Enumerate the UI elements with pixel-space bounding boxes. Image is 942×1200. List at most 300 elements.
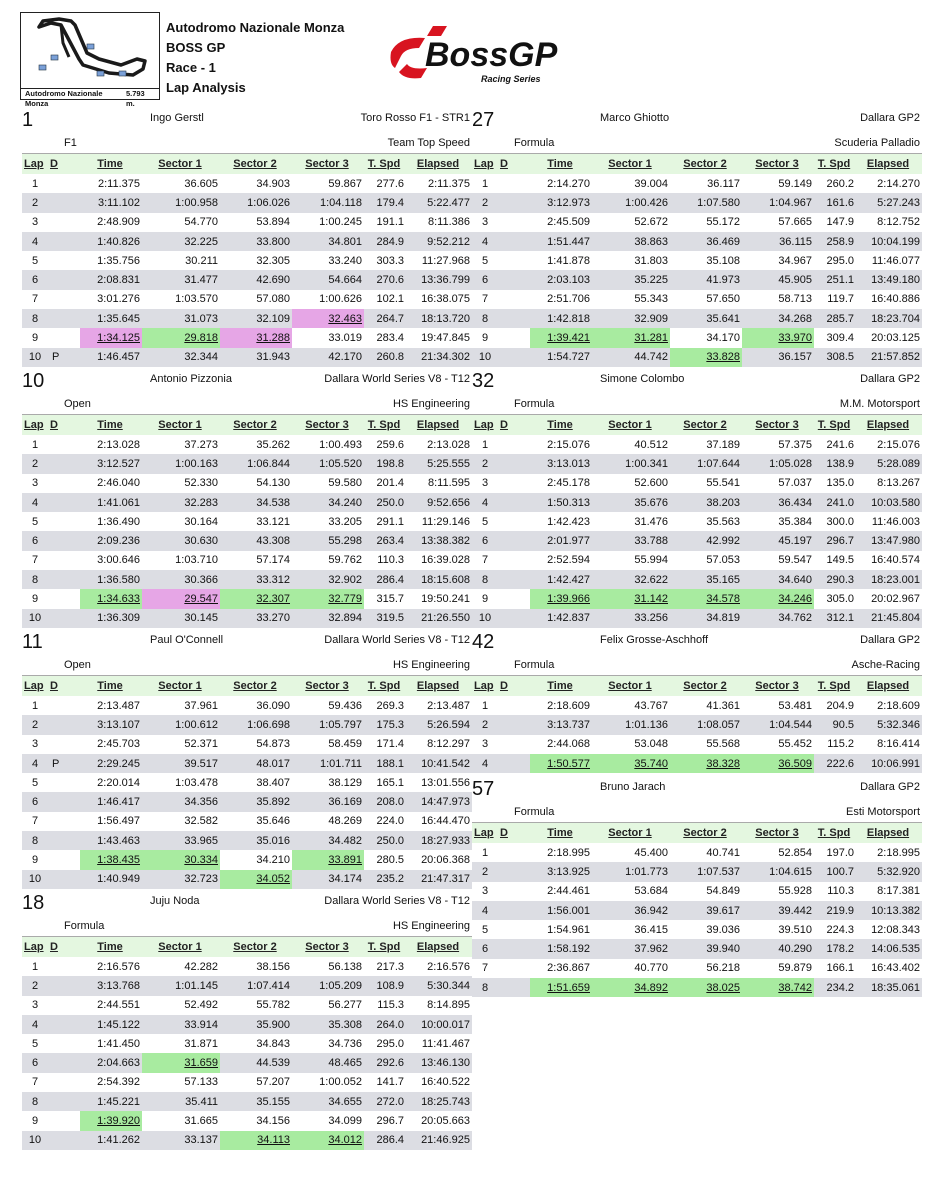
- car-class: F1: [64, 137, 77, 149]
- table-row: [22, 474, 472, 493]
- table-row: [472, 609, 922, 628]
- cell-sector-3: 36.157: [778, 351, 812, 364]
- cell-elapsed: 19:50.241: [421, 593, 470, 606]
- cell-sector-1: 33.914: [184, 1018, 218, 1031]
- cell-lap-time: 1:43.463: [97, 834, 140, 847]
- cell-elapsed: 10:04.199: [871, 235, 920, 248]
- cell-lap: 9: [481, 332, 489, 345]
- lap-table: [22, 154, 472, 367]
- cell-driver-flag: [48, 792, 80, 811]
- table-row: [472, 589, 922, 608]
- table-row: [22, 1092, 472, 1111]
- cell-sector-2: 35.108: [706, 254, 740, 267]
- cell-lap-time: 2:51.706: [547, 293, 590, 306]
- cell-sector-2: 1:07.580: [697, 196, 740, 209]
- table-row: [22, 328, 472, 347]
- cell-sector-3: 32.902: [328, 573, 362, 586]
- cell-sector-3: 1:01.711: [319, 757, 362, 770]
- cell-sector-3: 59.149: [778, 177, 812, 190]
- team-name: HS Engineering: [392, 398, 470, 410]
- cell-lap-time: 2:45.178: [547, 477, 590, 490]
- table-row: [472, 232, 922, 251]
- car-number: 32: [472, 370, 495, 392]
- cell-top-speed: 280.5: [376, 854, 404, 867]
- cell-top-speed: 286.4: [376, 573, 404, 586]
- cell-lap-time: 1:51.447: [547, 235, 590, 248]
- track-map: [20, 12, 160, 108]
- cell-elapsed: 8:14.895: [427, 999, 470, 1012]
- cell-sector-2: 42.992: [706, 535, 740, 548]
- cell-sector-2: 53.894: [256, 216, 290, 229]
- cell-elapsed: 16:44.470: [421, 815, 470, 828]
- cell-sector-3: 34.801: [328, 235, 362, 248]
- cell-lap: 3: [31, 999, 39, 1012]
- block-subheader: [472, 801, 922, 823]
- cell-sector-3: 34.246: [742, 589, 814, 608]
- cell-top-speed: 250.0: [376, 834, 404, 847]
- table-row: [22, 309, 472, 328]
- cell-sector-2: 34.903: [256, 177, 290, 190]
- cell-driver-flag: [48, 512, 80, 531]
- cell-sector-3: 39.510: [778, 923, 812, 936]
- column-header-elapsed: Elapsed: [416, 680, 460, 692]
- cell-lap-time: 2:09.236: [97, 535, 140, 548]
- table-row: [22, 570, 472, 589]
- cell-elapsed: 18:13.720: [421, 312, 470, 325]
- cell-sector-2: 55.172: [706, 216, 740, 229]
- cell-elapsed: 20:03.125: [871, 332, 920, 345]
- cell-lap: 7: [31, 1076, 39, 1089]
- cell-sector-1: 31.665: [184, 1115, 218, 1128]
- cell-lap-time: 3:13.768: [97, 979, 140, 992]
- table-row: [472, 939, 922, 958]
- cell-driver-flag: [48, 531, 80, 550]
- cell-top-speed: 250.0: [376, 496, 404, 509]
- cell-elapsed: 16:40.886: [871, 293, 920, 306]
- cell-sector-3: 53.481: [778, 699, 812, 712]
- cell-elapsed: 21:46.925: [421, 1134, 470, 1147]
- cell-sector-1: 30.366: [184, 573, 218, 586]
- race-name: Race - 1: [166, 60, 216, 75]
- cell-lap-time: 3:13.013: [547, 457, 590, 470]
- cell-lap: 5: [31, 515, 39, 528]
- cell-elapsed: 11:46.003: [871, 515, 920, 528]
- cell-sector-3: 1:04.118: [319, 196, 362, 209]
- cell-lap: 1: [31, 438, 39, 451]
- car-block-32: [472, 369, 922, 628]
- block-header: [22, 108, 472, 132]
- cell-driver-flag: [498, 978, 530, 997]
- cell-elapsed: 8:17.381: [877, 885, 920, 898]
- cell-lap-time: 1:54.727: [547, 351, 590, 364]
- cell-elapsed: 10:41.542: [421, 757, 470, 770]
- cell-elapsed: 18:35.061: [871, 981, 920, 994]
- cell-sector-1: 1:01.773: [625, 865, 668, 878]
- cell-lap-time: 2:44.551: [97, 999, 140, 1012]
- driver-name: Marco Ghiotto: [600, 112, 670, 124]
- cell-top-speed: 234.2: [826, 981, 854, 994]
- table-row: [472, 959, 922, 978]
- cell-driver-flag: [498, 754, 530, 773]
- cell-sector-3: 34.762: [778, 612, 812, 625]
- column-header-lap: Lap: [24, 158, 44, 170]
- cell-elapsed: 13:49.180: [871, 274, 920, 287]
- cell-sector-1: 31.476: [634, 515, 668, 528]
- cell-sector-3: 34.240: [328, 496, 362, 509]
- cell-lap: 8: [481, 573, 489, 586]
- cell-lap: 7: [481, 962, 489, 975]
- cell-lap-time: 2:36.867: [547, 962, 590, 975]
- cell-lap: 6: [481, 274, 489, 287]
- column-header-lap: Lap: [474, 158, 494, 170]
- cell-sector-3: 55.298: [328, 535, 362, 548]
- cell-lap: 7: [31, 815, 39, 828]
- cell-driver-flag: [498, 901, 530, 920]
- cell-top-speed: 264.0: [376, 1018, 404, 1031]
- table-header-row: [472, 676, 922, 696]
- cell-sector-2: 1:07.414: [247, 979, 290, 992]
- cell-elapsed: 8:16.414: [877, 738, 920, 751]
- column-header-lap-time: Time: [547, 827, 573, 839]
- column-header-sector-1: Sector 1: [608, 827, 652, 839]
- cell-elapsed: 20:05.663: [421, 1115, 470, 1128]
- cell-top-speed: 263.4: [376, 535, 404, 548]
- cell-sector-3: 1:00.626: [319, 293, 362, 306]
- cell-lap: 4: [31, 1018, 39, 1031]
- cell-elapsed: 11:46.077: [871, 254, 920, 267]
- cell-sector-3: 48.465: [328, 1057, 362, 1070]
- column-header-lap: Lap: [24, 419, 44, 431]
- cell-sector-2: 40.741: [706, 846, 740, 859]
- cell-sector-2: 33.312: [256, 573, 290, 586]
- cell-elapsed: 9:52.212: [427, 235, 470, 248]
- cell-sector-2: 38.025: [670, 978, 742, 997]
- venue-name: Autodromo Nazionale Monza: [166, 20, 345, 35]
- cell-sector-3: 34.174: [328, 873, 362, 886]
- cell-top-speed: 295.0: [376, 1037, 404, 1050]
- column-header-top-speed: T. Spd: [367, 419, 401, 431]
- block-subheader: [22, 393, 472, 415]
- cell-top-speed: 296.7: [376, 1115, 404, 1128]
- block-header: [472, 777, 922, 801]
- cell-top-speed: 319.5: [376, 612, 404, 625]
- cell-lap-time: 2:15.076: [547, 438, 590, 451]
- cell-lap: 5: [481, 923, 489, 936]
- cell-lap: 7: [481, 293, 489, 306]
- car-class: Formula: [514, 137, 555, 149]
- cell-driver-flag: [498, 348, 530, 367]
- cell-top-speed: 208.0: [376, 796, 404, 809]
- cell-sector-2: 55.782: [256, 999, 290, 1012]
- cell-top-speed: 147.9: [826, 216, 854, 229]
- cell-driver-flag: [48, 696, 80, 715]
- cell-elapsed: 18:23.704: [871, 312, 920, 325]
- cell-sector-3: 1:04.967: [769, 196, 812, 209]
- column-header-sector-2: Sector 2: [683, 827, 727, 839]
- table-row: [22, 290, 472, 309]
- cell-lap: 1: [481, 438, 489, 451]
- column-header-sector-1: Sector 1: [608, 158, 652, 170]
- column-header-top-speed: T. Spd: [817, 827, 851, 839]
- cell-sector-1: 52.330: [184, 477, 218, 490]
- table-row: [22, 251, 472, 270]
- cell-sector-1: 33.788: [634, 535, 668, 548]
- table-row: [22, 213, 472, 232]
- block-header: [472, 630, 922, 654]
- column-header-lap-time: Time: [97, 158, 123, 170]
- cell-sector-2: 57.053: [706, 554, 740, 567]
- cell-sector-2: 38.203: [706, 496, 740, 509]
- column-header-sector-2: Sector 2: [683, 419, 727, 431]
- cell-driver-flag: [48, 1111, 80, 1130]
- cell-sector-1: 1:00.341: [625, 457, 668, 470]
- cell-lap-time: 2:45.703: [97, 738, 140, 751]
- cell-sector-3: 1:05.209: [319, 979, 362, 992]
- cell-elapsed: 16:40.522: [421, 1076, 470, 1089]
- cell-top-speed: 283.4: [376, 332, 404, 345]
- cell-elapsed: 18:27.933: [421, 834, 470, 847]
- cell-lap-time: 1:45.221: [97, 1095, 140, 1108]
- cell-driver-flag: [498, 696, 530, 715]
- column-header-lap-time: Time: [547, 158, 573, 170]
- cell-elapsed: 10:06.991: [871, 757, 920, 770]
- cell-top-speed: 222.6: [826, 757, 854, 770]
- cell-top-speed: 291.1: [376, 515, 404, 528]
- lap-table: [472, 823, 922, 997]
- cell-driver-flag: [48, 251, 80, 270]
- table-row: [22, 270, 472, 289]
- cell-sector-1: 31.803: [634, 254, 668, 267]
- team-name: Team Top Speed: [387, 137, 470, 149]
- cell-sector-3: 38.742: [742, 978, 814, 997]
- cell-sector-2: 34.052: [220, 870, 292, 889]
- cell-elapsed: 2:14.270: [877, 177, 920, 190]
- cell-sector-3: 55.928: [778, 885, 812, 898]
- cell-sector-1: 52.371: [184, 738, 218, 751]
- cell-elapsed: 21:26.550: [421, 612, 470, 625]
- column-header-sector-2: Sector 2: [233, 680, 277, 692]
- table-header-row: [472, 154, 922, 174]
- column-header-lap-time: Time: [97, 419, 123, 431]
- cell-sector-1: 32.723: [184, 873, 218, 886]
- cell-sector-3: 33.891: [292, 850, 364, 869]
- cell-sector-2: 32.305: [256, 254, 290, 267]
- cell-driver-flag: [498, 531, 530, 550]
- cell-lap-time: 1:35.645: [97, 312, 140, 325]
- cell-driver-flag: [48, 735, 80, 754]
- cell-sector-2: 48.017: [256, 757, 290, 770]
- cell-driver-flag: [48, 957, 80, 976]
- cell-sector-3: 33.019: [328, 332, 362, 345]
- cell-sector-1: 1:03.570: [175, 293, 218, 306]
- cell-driver-flag: [48, 328, 80, 347]
- cell-sector-1: 30.211: [185, 254, 218, 267]
- cell-sector-3: 32.894: [328, 612, 362, 625]
- block-subheader: [22, 654, 472, 676]
- cell-top-speed: 264.7: [376, 312, 404, 325]
- column-header-elapsed: Elapsed: [866, 158, 910, 170]
- car-model: Dallara GP2: [860, 112, 920, 124]
- cell-lap: 2: [481, 718, 489, 731]
- cell-top-speed: 119.7: [827, 293, 854, 306]
- cell-elapsed: 2:15.076: [877, 438, 920, 451]
- cell-sector-2: 39.617: [706, 904, 740, 917]
- team-name: Esti Motorsport: [846, 806, 920, 818]
- cell-lap: 4: [481, 757, 489, 770]
- cell-sector-2: 38.407: [256, 776, 290, 789]
- cell-top-speed: 260.8: [376, 351, 404, 364]
- cell-lap-time: 2:44.461: [547, 885, 590, 898]
- team-name: M.M. Motorsport: [839, 398, 920, 410]
- cell-sector-3: 1:05.797: [319, 718, 362, 731]
- cell-sector-3: 36.509: [742, 754, 814, 773]
- cell-sector-1: 37.962: [634, 943, 668, 956]
- cell-sector-2: 35.892: [256, 796, 290, 809]
- cell-sector-1: 43.767: [634, 699, 668, 712]
- cell-lap: 2: [481, 865, 489, 878]
- block-subheader: [22, 915, 472, 937]
- cell-elapsed: 5:32.346: [877, 718, 920, 731]
- cell-driver-flag: [48, 1053, 80, 1072]
- cell-sector-1: 30.145: [184, 612, 218, 625]
- cell-driver-flag: [498, 959, 530, 978]
- cell-sector-3: 1:05.520: [319, 457, 362, 470]
- column-header-top-speed: T. Spd: [367, 680, 401, 692]
- column-header-driver-flag: D: [500, 419, 508, 431]
- cell-lap: 1: [31, 699, 39, 712]
- cell-sector-1: 44.742: [634, 351, 668, 364]
- cell-elapsed: 9:52.656: [427, 496, 470, 509]
- cell-elapsed: 5:26.594: [427, 718, 470, 731]
- column-header-elapsed: Elapsed: [416, 419, 460, 431]
- table-row: [472, 512, 922, 531]
- cell-lap: 2: [31, 718, 39, 731]
- cell-sector-2: 1:06.844: [247, 457, 290, 470]
- cell-elapsed: 18:23.001: [871, 573, 920, 586]
- cell-lap-time: 1:39.920: [80, 1111, 142, 1130]
- table-row: [22, 512, 472, 531]
- car-number: 42: [472, 631, 495, 653]
- cell-top-speed: 235.2: [376, 873, 404, 886]
- cell-elapsed: 13:46.130: [421, 1057, 470, 1070]
- cell-elapsed: 5:28.089: [877, 457, 920, 470]
- column-header-elapsed: Elapsed: [416, 158, 460, 170]
- cell-sector-2: 41.361: [706, 699, 740, 712]
- column-header-top-speed: T. Spd: [817, 419, 851, 431]
- cell-lap-time: 1:39.421: [530, 328, 592, 347]
- cell-top-speed: 191.1: [376, 216, 404, 229]
- cell-sector-1: 1:03.478: [175, 776, 218, 789]
- column-header-driver-flag: D: [50, 419, 58, 431]
- cell-lap-time: 1:41.061: [97, 496, 140, 509]
- column-header-sector-3: Sector 3: [755, 158, 799, 170]
- cell-elapsed: 5:30.344: [427, 979, 470, 992]
- table-row: [22, 1034, 472, 1053]
- cell-elapsed: 8:11.386: [427, 216, 470, 229]
- cell-elapsed: 5:22.477: [427, 196, 470, 209]
- cell-sector-1: 35.676: [634, 496, 668, 509]
- cell-lap: 5: [31, 254, 39, 267]
- car-model: Dallara GP2: [860, 781, 920, 793]
- driver-name: Paul O'Connell: [150, 634, 224, 646]
- cell-lap: 7: [31, 554, 39, 567]
- cell-sector-2: 42.690: [256, 274, 290, 287]
- cell-top-speed: 308.5: [826, 351, 854, 364]
- cell-lap-time: 1:41.450: [97, 1037, 140, 1050]
- cell-lap: 5: [31, 1037, 39, 1050]
- column-header-driver-flag: D: [500, 158, 508, 170]
- driver-name: Ingo Gerstl: [150, 112, 204, 124]
- cell-lap: 6: [31, 274, 39, 287]
- column-header-lap: Lap: [474, 680, 494, 692]
- cell-lap: 3: [481, 738, 489, 751]
- cell-lap-time: 1:36.490: [97, 515, 140, 528]
- car-block-27: [472, 108, 922, 367]
- table-row: [22, 1015, 472, 1034]
- cell-sector-1: 29.818: [142, 328, 220, 347]
- column-header-sector-2: Sector 2: [683, 680, 727, 692]
- table-row: [22, 551, 472, 570]
- table-row: [472, 978, 922, 997]
- cell-sector-3: 34.099: [328, 1115, 362, 1128]
- cell-sector-2: 55.568: [706, 738, 740, 751]
- cell-lap: 3: [481, 477, 489, 490]
- cell-sector-3: 52.854: [778, 846, 812, 859]
- table-row: [472, 290, 922, 309]
- column-header-sector-2: Sector 2: [233, 941, 277, 953]
- cell-top-speed: 269.3: [376, 699, 404, 712]
- report-title: Lap Analysis: [166, 80, 246, 95]
- column-header-lap-time: Time: [97, 680, 123, 692]
- cell-sector-3: 59.580: [328, 477, 362, 490]
- table-row: [472, 843, 922, 862]
- cell-lap: 4: [481, 904, 489, 917]
- table-row: [472, 531, 922, 550]
- cell-lap: 1: [31, 177, 39, 190]
- cell-lap-time: 1:46.417: [97, 796, 140, 809]
- car-block-42: [472, 630, 922, 773]
- cell-lap-time: 2:20.014: [97, 776, 140, 789]
- cell-lap-time: 1:41.878: [547, 254, 590, 267]
- car-class: Open: [64, 659, 91, 671]
- cell-lap-time: 3:13.925: [547, 865, 590, 878]
- map-caption-length: 5.793 m.: [125, 89, 145, 108]
- cell-elapsed: 11:29.146: [421, 515, 470, 528]
- table-row: [472, 696, 922, 715]
- table-header-row: [472, 823, 922, 843]
- cell-lap: 2: [481, 196, 489, 209]
- cell-sector-1: 1:00.958: [175, 196, 218, 209]
- cell-lap-time: 1:41.262: [97, 1134, 140, 1147]
- cell-sector-3: 34.655: [328, 1095, 362, 1108]
- cell-sector-1: 39.004: [634, 177, 668, 190]
- cell-sector-2: 35.646: [256, 815, 290, 828]
- cell-driver-flag: [48, 1131, 80, 1150]
- cell-sector-1: 32.582: [184, 815, 218, 828]
- cell-elapsed: 20:02.967: [871, 593, 920, 606]
- cell-lap: 1: [481, 699, 489, 712]
- map-caption-name: Autodromo Nazionale Monza: [25, 89, 103, 108]
- cell-lap-time: 2:48.909: [97, 216, 140, 229]
- cell-lap-time: 1:45.122: [97, 1018, 140, 1031]
- cell-lap-time: 1:51.659: [530, 978, 592, 997]
- cell-top-speed: 259.6: [376, 438, 404, 451]
- column-header-lap: Lap: [474, 827, 494, 839]
- cell-sector-2: 34.156: [256, 1115, 290, 1128]
- cell-sector-2: 35.016: [256, 834, 290, 847]
- cell-sector-3: 59.762: [328, 554, 362, 567]
- cell-top-speed: 241.6: [826, 438, 854, 451]
